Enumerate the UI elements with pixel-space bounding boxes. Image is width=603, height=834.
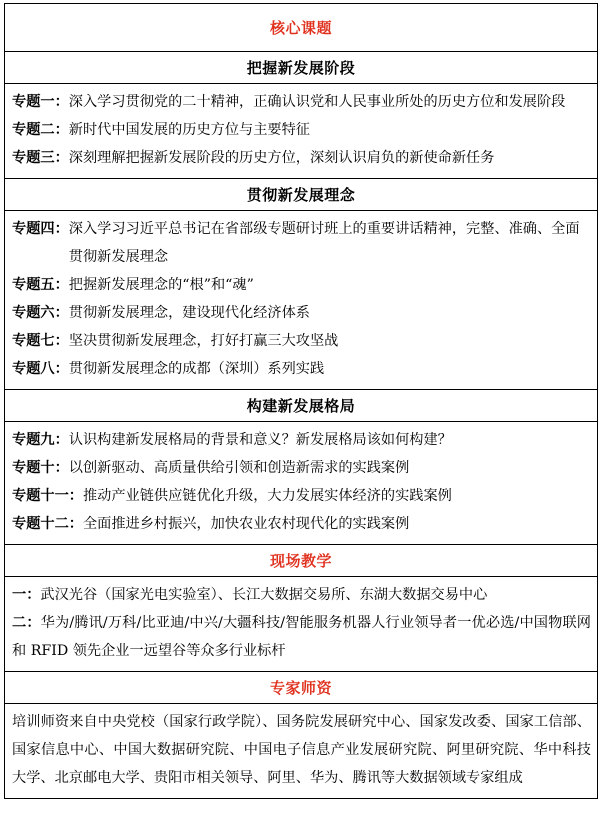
topic-label: 专题十：	[12, 460, 69, 476]
topic-label: 专题十二：	[12, 516, 83, 532]
topic-label: 专题五：	[12, 277, 69, 293]
topic-label: 专题六：	[12, 305, 69, 321]
topic-label: 专题八：	[12, 361, 69, 377]
topic-label: 专题二：	[12, 122, 69, 138]
topic-row	[12, 271, 591, 299]
topic-text: 把握新发展理念的“根”和“魂”	[68, 277, 254, 293]
topic-text: 贯彻新发展理念的成都（深圳）系列实践	[68, 361, 325, 377]
topic-text: 新时代中国发展的历史方位与主要特征	[68, 122, 310, 138]
core-topics-title: 核心课题	[269, 19, 332, 37]
curriculum-table	[4, 3, 598, 799]
field-teaching-header	[5, 544, 597, 576]
topic-row	[12, 426, 591, 454]
field-teaching-line	[12, 609, 591, 665]
field-line-label: 一：	[12, 587, 41, 603]
section-title: 把握新发展阶段	[246, 59, 356, 77]
experts-header	[5, 671, 597, 703]
field-teaching-title: 现场教学	[269, 552, 332, 570]
topic-text: 深入学习贯彻党的二十精神，正确认识党和人民事业所处的历史方位和发展阶段	[68, 94, 566, 110]
topic-row	[12, 355, 591, 383]
topic-row	[12, 144, 591, 172]
experts-title: 专家师资	[269, 679, 332, 697]
topic-row	[12, 215, 591, 271]
section-header-stage	[5, 51, 597, 83]
topic-text: 推动产业链供应链优化升级，大力发展实体经济的实践案例	[82, 488, 452, 504]
field-teaching-line	[12, 581, 591, 609]
topic-text: 以创新驱动、高质量供给引领和创造新需求的实践案例	[68, 460, 410, 476]
section-header-concept	[5, 178, 597, 210]
topic-text: 贯彻新发展理念，建设现代化经济体系	[68, 305, 310, 321]
topic-text: 认识构建新发展格局的背景和意义？新发展格局该如何构建？	[68, 432, 452, 448]
topic-row	[12, 327, 591, 355]
topic-row	[12, 510, 591, 538]
section-body-concept	[5, 210, 597, 389]
topic-label: 专题一：	[12, 94, 69, 110]
topic-label: 专题四：	[12, 221, 69, 237]
experts-body	[5, 703, 597, 798]
section-title: 贯彻新发展理念	[246, 186, 356, 204]
field-line-label: 二：	[12, 615, 41, 631]
section-header-pattern	[5, 389, 597, 421]
section-title: 构建新发展格局	[246, 397, 356, 415]
topic-text: 深刻理解把握新发展阶段的历史方位，深刻认识肩负的新使命新任务	[68, 150, 495, 166]
field-teaching-body	[5, 576, 597, 671]
topic-row	[12, 88, 591, 116]
topic-text: 全面推进乡村振兴，加快农业农村现代化的实践案例	[82, 516, 410, 532]
topic-row	[12, 299, 591, 327]
topic-label: 专题七：	[12, 333, 69, 349]
field-line-text: 武汉光谷（国家光电实验室）、长江大数据交易所、东湖大数据交易中心	[40, 587, 488, 603]
topic-text: 深入学习习近平总书记在省部级专题研讨班上的重要讲话精神，完整、准确、全面贯彻新发展理念	[68, 221, 580, 265]
topic-row	[12, 116, 591, 144]
section-body-pattern	[5, 421, 597, 544]
topic-label: 专题三：	[12, 150, 69, 166]
topic-text: 坚决贯彻新发展理念，打好打赢三大攻坚战	[68, 333, 339, 349]
field-line-text: 华为/腾讯/万科/比亚迪/中兴/大疆科技/智能服务机器人行业领导者一优必选/中国物联网和 RFID 领先企业一远望谷等众多行业标杆	[12, 615, 591, 659]
topic-row	[12, 482, 591, 510]
topic-label: 专题十一：	[12, 488, 83, 504]
topic-row	[12, 454, 591, 482]
section-body-stage	[5, 83, 597, 178]
core-topics-header	[5, 4, 597, 51]
experts-text: 培训师资来自中央党校（国家行政学院）、国务院发展研究中心、国家发改委、国家工信部、国家信息中心、中国大数据研究院、中国电子信息产业发展研究院、阿里研究院、华中科技大学、北京邮电大学、贵阳市相关领导、阿里、华为、腾讯等大数据领域专家组成	[12, 714, 591, 786]
topic-label: 专题九：	[12, 432, 69, 448]
